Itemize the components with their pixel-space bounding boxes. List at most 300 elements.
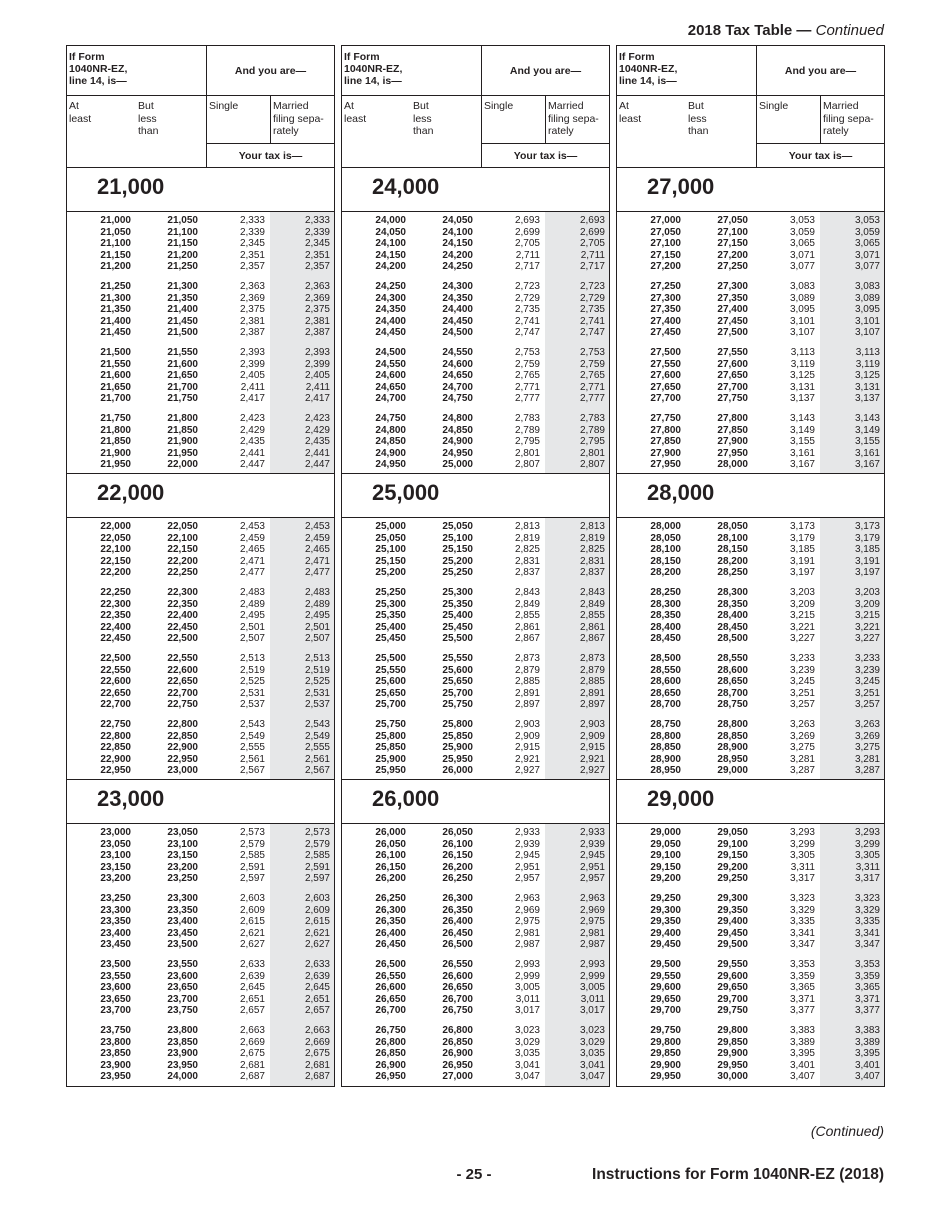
at-least-cell: 28,050 — [650, 532, 681, 544]
but-less-than-cell: 22,700 — [167, 687, 198, 699]
married-tax-cell: 2,453 — [304, 521, 330, 532]
at-least-cell: 23,000 — [100, 827, 131, 838]
but-less-than-cell: 27,500 — [717, 327, 748, 338]
at-least-cell: 25,900 — [375, 753, 406, 765]
married-tax-cell: 2,819 — [579, 532, 605, 544]
at-least-cell: 28,250 — [650, 587, 681, 598]
married-tax-cell: 3,221 — [854, 621, 880, 633]
single-header: Single — [484, 100, 514, 112]
row-group — [67, 521, 334, 579]
at-least-cell: 21,550 — [100, 358, 131, 370]
row-group — [617, 719, 884, 777]
at-least-cell: 23,750 — [100, 1025, 131, 1036]
at-least-cell: 23,250 — [100, 893, 131, 904]
married-tax-cell: 2,405 — [304, 370, 330, 381]
but-less-than-cell: 27,000 — [442, 1071, 473, 1082]
but-less-than-cell: 28,150 — [717, 544, 748, 555]
but-less-than-cell: 26,200 — [442, 861, 473, 873]
table-row — [617, 436, 884, 448]
but-less-than-cell: 27,650 — [717, 370, 748, 381]
table-row — [67, 347, 334, 359]
single-tax-cell: 2,429 — [239, 424, 265, 436]
single-tax-cell: 2,411 — [240, 381, 265, 393]
married-tax-cell: 3,245 — [854, 676, 880, 687]
table-row — [67, 939, 334, 951]
table-row — [67, 587, 334, 599]
single-tax-cell: 2,609 — [239, 904, 265, 916]
single-tax-cell: 3,377 — [789, 1005, 815, 1016]
but-less-than-cell: 29,550 — [717, 959, 748, 970]
if-form-label — [344, 51, 402, 87]
single-tax-cell: 2,879 — [514, 664, 540, 676]
married-tax-cell: 2,615 — [304, 916, 330, 927]
but-less-than-cell: 29,950 — [717, 1059, 748, 1071]
at-least-header-line: least — [344, 112, 367, 125]
single-tax-cell: 2,393 — [239, 347, 265, 358]
single-tax-cell: 3,011 — [515, 993, 540, 1005]
at-least-header-line: At — [619, 100, 629, 112]
married-tax-cell: 3,215 — [854, 610, 880, 621]
table-row — [617, 622, 884, 634]
at-least-cell: 21,400 — [100, 315, 131, 327]
single-tax-cell: 3,395 — [789, 1048, 815, 1059]
married-tax-cell: 3,185 — [854, 544, 880, 555]
married-tax-cell: 3,149 — [854, 424, 880, 436]
married-tax-cell: 2,471 — [304, 555, 330, 567]
but-less-than-cell: 21,300 — [167, 281, 198, 292]
married-tax-cell: 3,035 — [579, 1048, 605, 1059]
single-tax-cell: 2,519 — [239, 664, 265, 676]
but-less-than-cell: 25,600 — [442, 664, 473, 676]
single-tax-cell: 3,263 — [789, 719, 815, 730]
at-least-cell: 28,900 — [650, 753, 681, 765]
married-tax-cell: 2,843 — [579, 587, 605, 598]
married-tax-cell: 3,137 — [854, 393, 880, 404]
but-less-than-cell: 25,150 — [442, 544, 473, 555]
married-tax-cell: 2,969 — [579, 904, 605, 916]
table-row — [67, 327, 334, 339]
table-row — [617, 873, 884, 885]
table-row — [342, 556, 609, 568]
single-tax-cell: 2,915 — [514, 742, 540, 753]
at-least-cell: 27,000 — [650, 215, 681, 226]
single-tax-cell: 2,843 — [514, 587, 540, 598]
income-section — [617, 168, 884, 474]
at-least-cell: 29,800 — [650, 1036, 681, 1048]
married-tax-cell: 3,161 — [854, 447, 880, 459]
at-least-cell: 29,200 — [650, 873, 681, 884]
at-least-cell: 26,800 — [375, 1036, 406, 1048]
at-least-cell: 21,900 — [100, 447, 131, 459]
but-less-than-cell: 28,750 — [717, 699, 748, 710]
single-tax-cell: 2,861 — [514, 621, 540, 633]
married-tax-cell: 2,597 — [304, 873, 330, 884]
at-least-cell: 25,800 — [375, 730, 406, 742]
but-less-than-header-line: less — [138, 112, 157, 125]
at-least-cell: 24,150 — [375, 249, 406, 261]
married-tax-cell: 2,765 — [579, 370, 605, 381]
at-least-cell: 21,850 — [100, 436, 131, 447]
income-section — [67, 474, 334, 780]
at-least-cell: 24,900 — [375, 447, 406, 459]
but-less-than-cell: 22,500 — [167, 633, 198, 644]
married-tax-cell: 3,299 — [854, 838, 880, 850]
but-less-than-cell: 22,750 — [167, 699, 198, 710]
married-tax-cell: 2,675 — [304, 1048, 330, 1059]
married-tax-cell: 2,681 — [304, 1059, 330, 1071]
table-row — [617, 1025, 884, 1037]
single-tax-cell: 2,603 — [239, 893, 265, 904]
but-less-than-cell: 24,400 — [442, 304, 473, 315]
row-group — [342, 719, 609, 777]
married-tax-cell: 2,531 — [304, 687, 330, 699]
at-least-cell: 27,300 — [650, 292, 681, 304]
married-tax-cell: 2,687 — [304, 1071, 330, 1082]
but-less-than-cell: 24,350 — [442, 292, 473, 304]
table-row — [342, 994, 609, 1006]
table-row — [342, 227, 609, 239]
table-header — [342, 46, 609, 168]
table-row — [342, 413, 609, 425]
but-less-than-cell: 25,750 — [442, 699, 473, 710]
table-row — [617, 556, 884, 568]
at-least-cell: 27,450 — [650, 327, 681, 338]
table-row — [617, 370, 884, 382]
single-tax-cell: 3,251 — [789, 687, 815, 699]
table-row — [67, 827, 334, 839]
table-row — [617, 250, 884, 262]
single-tax-cell: 2,369 — [239, 292, 265, 304]
at-least-cell: 28,850 — [650, 742, 681, 753]
single-tax-cell: 2,867 — [514, 633, 540, 644]
table-row — [617, 939, 884, 951]
at-least-cell: 28,000 — [650, 521, 681, 532]
married-tax-cell: 2,585 — [304, 850, 330, 861]
single-tax-cell: 2,759 — [514, 358, 540, 370]
married-tax-cell: 3,251 — [854, 687, 880, 699]
but-less-than-cell: 23,200 — [167, 861, 198, 873]
married-tax-cell: 2,489 — [304, 598, 330, 610]
but-less-than-cell: 23,550 — [167, 959, 198, 970]
row-group — [67, 893, 334, 951]
but-less-than-cell: 21,400 — [167, 304, 198, 315]
but-less-than-cell: 25,500 — [442, 633, 473, 644]
but-less-than-header-line: than — [688, 125, 709, 137]
row-group — [342, 827, 609, 885]
single-tax-cell: 3,311 — [790, 861, 815, 873]
married-tax-cell: 2,897 — [579, 699, 605, 710]
but-less-than-cell: 27,450 — [717, 315, 748, 327]
page-header-continued: Continued — [815, 22, 884, 39]
at-least-cell: 26,500 — [375, 959, 406, 970]
table-row — [67, 916, 334, 928]
table-row — [342, 676, 609, 688]
single-tax-cell: 2,345 — [239, 238, 265, 249]
but-less-than-cell: 21,550 — [167, 347, 198, 358]
but-less-than-cell: 28,950 — [717, 753, 748, 765]
at-least-cell: 24,600 — [375, 370, 406, 381]
section-rows — [67, 212, 334, 474]
married-tax-cell: 2,939 — [579, 838, 605, 850]
income-section — [617, 474, 884, 780]
at-least-cell: 27,550 — [650, 358, 681, 370]
but-less-than-cell: 29,350 — [717, 904, 748, 916]
at-least-cell: 24,300 — [375, 292, 406, 304]
but-less-than-cell: 25,300 — [442, 587, 473, 598]
row-group — [617, 281, 884, 339]
married-tax-cell: 2,723 — [579, 281, 605, 292]
table-row — [617, 293, 884, 305]
but-less-than-cell: 26,850 — [442, 1036, 473, 1048]
but-less-than-cell: 23,650 — [167, 982, 198, 993]
married-tax-cell: 2,387 — [304, 327, 330, 338]
section-heading: 21,000 — [67, 168, 334, 212]
at-least-cell: 28,950 — [650, 765, 681, 776]
at-least-cell: 23,500 — [100, 959, 131, 970]
table-row — [342, 359, 609, 371]
header-divider — [67, 95, 334, 96]
single-tax-cell: 3,041 — [514, 1059, 540, 1071]
married-tax-cell: 2,579 — [304, 838, 330, 850]
table-row — [342, 293, 609, 305]
table-row — [342, 327, 609, 339]
table-row — [342, 959, 609, 971]
single-tax-cell: 2,615 — [239, 916, 265, 927]
at-least-cell: 27,150 — [650, 249, 681, 261]
single-tax-cell: 2,987 — [514, 939, 540, 950]
single-tax-cell: 2,669 — [239, 1036, 265, 1048]
table-row — [342, 665, 609, 677]
table-row — [617, 347, 884, 359]
at-least-cell: 27,400 — [650, 315, 681, 327]
at-least-cell: 28,400 — [650, 621, 681, 633]
married-tax-cell: 3,347 — [854, 939, 880, 950]
table-row — [617, 359, 884, 371]
married-tax-cell: 3,113 — [855, 347, 880, 358]
row-group — [67, 719, 334, 777]
but-less-than-cell: 23,250 — [167, 873, 198, 884]
at-least-cell: 26,150 — [375, 861, 406, 873]
married-tax-cell: 2,447 — [304, 459, 330, 470]
at-least-header-line: least — [619, 112, 642, 125]
married-tax-cell: 2,729 — [579, 292, 605, 304]
but-less-than-header-line: than — [413, 125, 434, 137]
but-less-than-cell: 21,500 — [167, 327, 198, 338]
at-least-cell: 27,200 — [650, 261, 681, 272]
married-tax-cell: 3,257 — [854, 699, 880, 710]
income-section — [342, 474, 609, 780]
at-least-cell: 21,700 — [100, 393, 131, 404]
single-tax-cell: 2,831 — [514, 555, 540, 567]
but-less-than-cell: 23,150 — [167, 850, 198, 861]
table-row — [342, 916, 609, 928]
at-least-cell: 25,000 — [375, 521, 406, 532]
married-tax-cell: 2,975 — [579, 916, 605, 927]
table-row — [67, 413, 334, 425]
table-row — [67, 261, 334, 273]
single-tax-cell: 3,317 — [789, 873, 815, 884]
but-less-than-cell: 28,700 — [717, 687, 748, 699]
table-row — [617, 459, 884, 471]
table-row — [67, 533, 334, 545]
but-less-than-cell: 26,300 — [442, 893, 473, 904]
married-tax-cell: 2,657 — [304, 1005, 330, 1016]
married-tax-cell: 3,293 — [854, 827, 880, 838]
at-least-cell: 25,950 — [375, 765, 406, 776]
at-least-cell: 28,700 — [650, 699, 681, 710]
at-least-cell: 24,000 — [375, 215, 406, 226]
your-tax-is-label: Your tax is— — [788, 149, 853, 162]
single-tax-cell: 2,687 — [239, 1071, 265, 1082]
table-row — [342, 425, 609, 437]
at-least-cell: 29,100 — [650, 850, 681, 861]
but-less-than-cell: 28,500 — [717, 633, 748, 644]
at-least-cell: 27,800 — [650, 424, 681, 436]
table-row — [67, 425, 334, 437]
at-least-cell: 24,750 — [375, 413, 406, 424]
married-tax-cell: 3,263 — [854, 719, 880, 730]
single-tax-cell: 2,675 — [239, 1048, 265, 1059]
at-least-cell: 23,450 — [100, 939, 131, 950]
at-least-cell: 21,350 — [100, 304, 131, 315]
table-row — [617, 754, 884, 766]
at-least-cell: 29,150 — [650, 861, 681, 873]
at-least-header-line: At — [344, 100, 354, 112]
single-tax-cell: 2,495 — [239, 610, 265, 621]
table-row — [617, 281, 884, 293]
single-tax-cell: 3,089 — [789, 292, 815, 304]
at-least-cell: 26,600 — [375, 982, 406, 993]
but-less-than-cell: 26,450 — [442, 927, 473, 939]
single-tax-cell: 3,281 — [789, 753, 815, 765]
single-tax-cell: 3,047 — [514, 1071, 540, 1082]
single-tax-cell: 3,113 — [790, 347, 815, 358]
married-tax-cell: 2,837 — [579, 567, 605, 578]
but-less-than-cell: 21,100 — [167, 226, 198, 238]
table-row — [617, 1005, 884, 1017]
single-tax-cell: 3,023 — [514, 1025, 540, 1036]
at-least-cell: 25,150 — [375, 555, 406, 567]
table-row — [617, 425, 884, 437]
single-tax-cell: 3,233 — [789, 653, 815, 664]
but-less-than-cell: 21,900 — [167, 436, 198, 447]
married-tax-cell: 2,807 — [579, 459, 605, 470]
header-divider — [270, 95, 271, 143]
table-row — [342, 1071, 609, 1083]
married-header-line: Married — [548, 100, 584, 112]
married-tax-cell: 3,275 — [854, 742, 880, 753]
single-tax-cell: 3,071 — [789, 249, 815, 261]
at-least-cell: 22,000 — [100, 521, 131, 532]
but-less-than-cell: 23,850 — [167, 1036, 198, 1048]
married-filing-separately-header — [273, 100, 324, 138]
and-you-are-label: And you are— — [509, 64, 582, 77]
at-least-cell: 22,600 — [100, 676, 131, 687]
table-row — [67, 905, 334, 917]
table-row — [342, 719, 609, 731]
but-less-than-cell: 29,000 — [717, 765, 748, 776]
single-tax-cell: 2,645 — [239, 982, 265, 993]
row-group — [67, 587, 334, 645]
at-least-cell: 25,850 — [375, 742, 406, 753]
at-least-cell: 28,600 — [650, 676, 681, 687]
table-row — [342, 893, 609, 905]
table-row — [342, 633, 609, 645]
table-row — [342, 873, 609, 885]
but-less-than-cell: 25,900 — [442, 742, 473, 753]
but-less-than-cell: 28,100 — [717, 532, 748, 544]
single-tax-cell: 2,957 — [514, 873, 540, 884]
at-least-cell: 29,300 — [650, 904, 681, 916]
table-row — [342, 1048, 609, 1060]
married-tax-cell: 3,011 — [580, 993, 605, 1005]
single-tax-cell: 3,029 — [514, 1036, 540, 1048]
single-tax-cell: 3,365 — [789, 982, 815, 993]
married-tax-cell: 2,363 — [304, 281, 330, 292]
table-row — [67, 370, 334, 382]
at-least-cell: 29,550 — [650, 970, 681, 982]
married-tax-cell: 3,053 — [854, 215, 880, 226]
but-less-than-cell: 29,400 — [717, 916, 748, 927]
married-tax-cell: 2,771 — [579, 381, 605, 393]
at-least-cell: 28,450 — [650, 633, 681, 644]
at-least-cell: 21,950 — [100, 459, 131, 470]
section-rows — [342, 212, 609, 474]
at-least-cell: 28,550 — [650, 664, 681, 676]
married-tax-cell: 2,759 — [579, 358, 605, 370]
table-row — [342, 599, 609, 611]
table-row — [617, 850, 884, 862]
single-tax-cell: 2,483 — [239, 587, 265, 598]
single-tax-cell: 2,597 — [239, 873, 265, 884]
at-least-cell: 25,250 — [375, 587, 406, 598]
married-tax-cell: 2,633 — [304, 959, 330, 970]
but-less-than-cell: 23,050 — [167, 827, 198, 838]
and-you-are-label: And you are— — [234, 64, 307, 77]
at-least-cell: 28,350 — [650, 610, 681, 621]
at-least-cell: 23,900 — [100, 1059, 131, 1071]
single-tax-cell: 2,447 — [239, 459, 265, 470]
single-tax-cell: 2,945 — [514, 850, 540, 861]
single-tax-cell: 3,245 — [789, 676, 815, 687]
but-less-than-cell: 25,950 — [442, 753, 473, 765]
married-tax-cell: 2,849 — [579, 598, 605, 610]
but-less-than-cell: 28,400 — [717, 610, 748, 621]
table-row — [617, 699, 884, 711]
single-tax-cell: 3,083 — [789, 281, 815, 292]
table-row — [67, 281, 334, 293]
at-least-cell: 28,300 — [650, 598, 681, 610]
single-tax-cell: 3,407 — [789, 1071, 815, 1082]
married-tax-cell: 3,341 — [854, 927, 880, 939]
but-less-than-cell: 28,650 — [717, 676, 748, 687]
single-tax-cell: 2,561 — [239, 753, 265, 765]
table-row — [342, 982, 609, 994]
but-less-than-cell: 23,950 — [167, 1059, 198, 1071]
table-row — [617, 827, 884, 839]
table-row — [67, 382, 334, 394]
married-tax-cell: 3,317 — [854, 873, 880, 884]
married-tax-cell: 3,005 — [579, 982, 605, 993]
but-less-than-cell: 27,300 — [717, 281, 748, 292]
income-section — [342, 168, 609, 474]
single-tax-cell: 2,591 — [239, 861, 265, 873]
married-tax-cell: 3,119 — [855, 358, 880, 370]
row-group — [617, 413, 884, 471]
at-least-cell: 24,350 — [375, 304, 406, 315]
table-row — [617, 544, 884, 556]
single-tax-cell: 3,173 — [789, 521, 815, 532]
